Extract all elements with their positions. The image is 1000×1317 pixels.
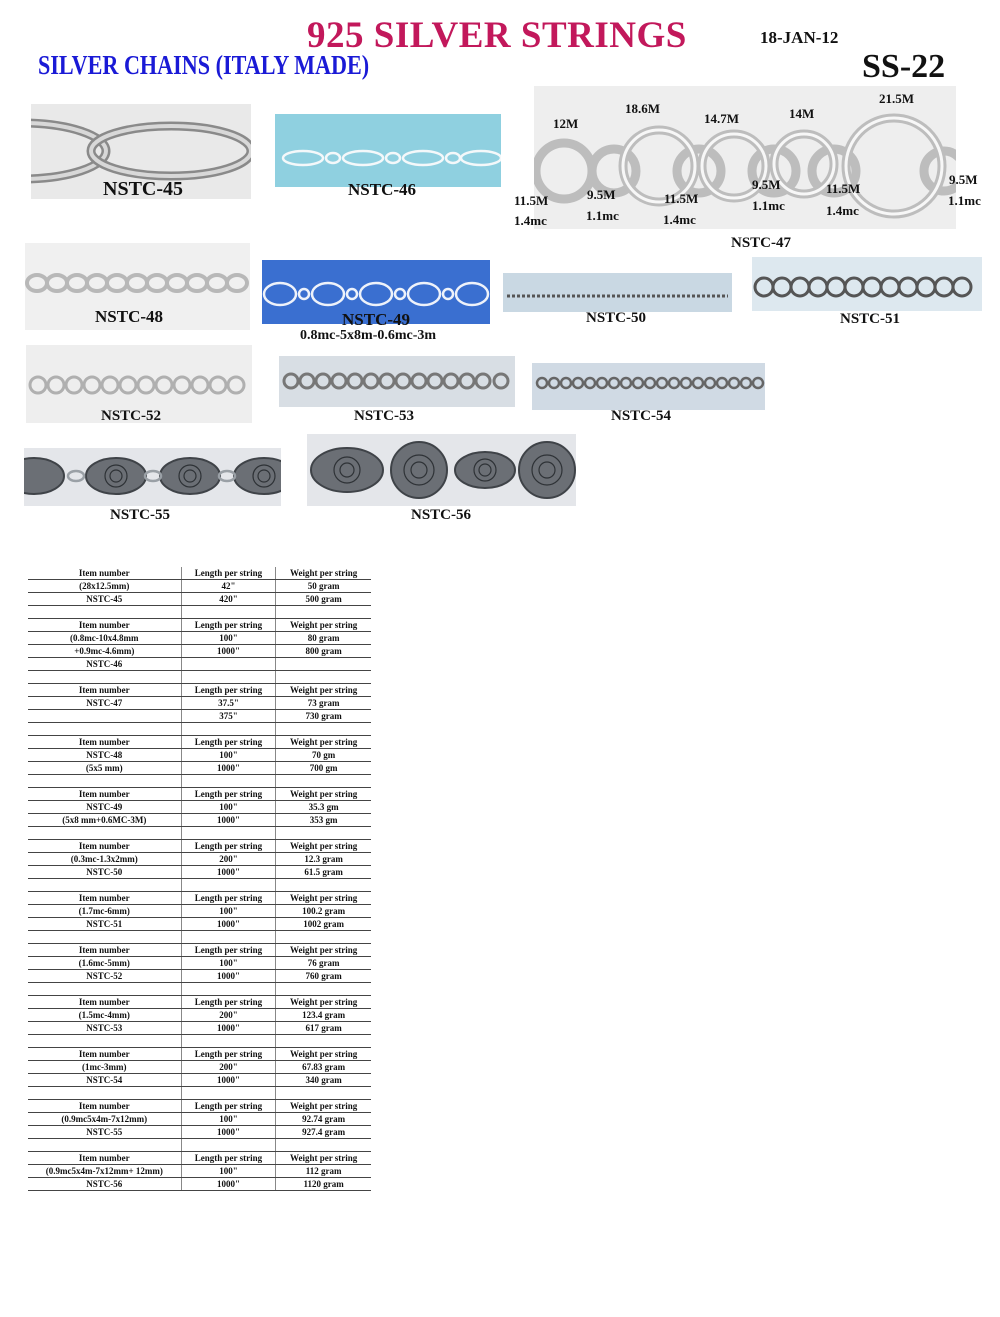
table-cell: 80 gram: [276, 632, 371, 645]
table-cell: [181, 827, 276, 840]
table-row: [28, 632, 371, 645]
table-cell: 1000": [181, 1178, 276, 1191]
table-cell: 1000": [181, 866, 276, 879]
chain-photo-nstc-56: [307, 434, 576, 506]
table-cell: [276, 723, 371, 736]
table-cell: 35.3 gm: [276, 801, 371, 814]
table-cell: (5x8 mm+0.6MC-3M): [28, 814, 181, 827]
table-cell: 1000": [181, 1074, 276, 1087]
table-cell: Length per string: [181, 567, 276, 580]
table-cell: 500 gram: [276, 593, 371, 606]
table-cell: [28, 775, 181, 788]
table-cell: [276, 827, 371, 840]
table-cell: [276, 775, 371, 788]
chain-image: [503, 273, 732, 312]
table-cell: 42": [181, 580, 276, 593]
caption-nstc-49: NSTC-49: [342, 310, 411, 329]
table-cell: [28, 723, 181, 736]
caption-nstc-45: NSTC-45: [103, 178, 184, 200]
table-row: [28, 1087, 371, 1100]
table-cell: NSTC-46: [28, 658, 181, 671]
table-row: [28, 1009, 371, 1022]
spec-nstc-49: 0.8mc-5x8m-0.6mc-3m: [300, 328, 437, 343]
measurement-label: 11.5M: [664, 191, 699, 206]
table-cell: [181, 1139, 276, 1152]
table-cell: 12.3 gram: [276, 853, 371, 866]
table-row: [28, 1165, 371, 1178]
table-cell: [28, 606, 181, 619]
table-cell: [276, 1035, 371, 1048]
table-cell: 760 gram: [276, 970, 371, 983]
measurement-label: 11.5M: [514, 193, 549, 208]
table-cell: Length per string: [181, 684, 276, 697]
table-row: [28, 840, 371, 853]
table-row: [28, 723, 371, 736]
table-cell: 100": [181, 749, 276, 762]
table-cell: Item number: [28, 944, 181, 957]
table-row: [28, 1035, 371, 1048]
table-row: [28, 736, 371, 749]
measurement-label: 1.1mc: [752, 198, 785, 213]
table-cell: [276, 1087, 371, 1100]
table-cell: Item number: [28, 996, 181, 1009]
table-cell: Item number: [28, 736, 181, 749]
table-cell: [276, 983, 371, 996]
table-cell: [276, 658, 371, 671]
table-cell: +0.9mc-4.6mm): [28, 645, 181, 658]
table-cell: [181, 931, 276, 944]
table-cell: [276, 931, 371, 944]
table-cell: 61.5 gram: [276, 866, 371, 879]
table-cell: 200": [181, 1009, 276, 1022]
table-cell: Weight per string: [276, 996, 371, 1009]
table-cell: Item number: [28, 567, 181, 580]
table-cell: Length per string: [181, 619, 276, 632]
table-row: [28, 658, 371, 671]
table-cell: Weight per string: [276, 1100, 371, 1113]
caption-nstc-56: NSTC-56: [411, 507, 472, 523]
table-cell: [28, 879, 181, 892]
table-cell: 1000": [181, 762, 276, 775]
table-cell: Weight per string: [276, 892, 371, 905]
measurement-label: 1.4mc: [826, 203, 859, 218]
caption-nstc-55: NSTC-55: [110, 507, 171, 523]
table-cell: 76 gram: [276, 957, 371, 970]
table-cell: Length per string: [181, 892, 276, 905]
table-row: [28, 697, 371, 710]
table-row: [28, 1061, 371, 1074]
table-cell: NSTC-48: [28, 749, 181, 762]
table-cell: Weight per string: [276, 840, 371, 853]
table-cell: 353 gm: [276, 814, 371, 827]
table-row: [28, 892, 371, 905]
table-cell: [181, 879, 276, 892]
table-cell: Item number: [28, 1152, 181, 1165]
chain-image: [307, 434, 576, 506]
table-cell: (0.8mc-10x4.8mm: [28, 632, 181, 645]
table-cell: [28, 1087, 181, 1100]
measurement-label: 1.1mc: [586, 208, 619, 223]
table-row: [28, 645, 371, 658]
table-row: [28, 957, 371, 970]
caption-nstc-50: NSTC-50: [586, 310, 647, 324]
table-cell: [276, 1139, 371, 1152]
table-cell: 1120 gram: [276, 1178, 371, 1191]
table-row: [28, 619, 371, 632]
table-row: [28, 879, 371, 892]
table-cell: Weight per string: [276, 1048, 371, 1061]
table-row: [28, 775, 371, 788]
table-cell: 800 gram: [276, 645, 371, 658]
table-row: [28, 1152, 371, 1165]
measurement-label: 11.5M: [826, 181, 861, 196]
date-label: 18-JAN-12: [760, 28, 839, 47]
table-cell: Item number: [28, 619, 181, 632]
table-cell: NSTC-53: [28, 1022, 181, 1035]
table-cell: Item number: [28, 1048, 181, 1061]
table-cell: Weight per string: [276, 944, 371, 957]
table-cell: Item number: [28, 1100, 181, 1113]
table-cell: (28x12.5mm): [28, 580, 181, 593]
table-cell: Item number: [28, 892, 181, 905]
table-cell: 1000": [181, 1022, 276, 1035]
table-cell: 70 gm: [276, 749, 371, 762]
measurement-label: 14.7M: [704, 111, 740, 126]
measurement-label: 1.4mc: [663, 212, 696, 227]
caption-nstc-53: NSTC-53: [354, 408, 415, 424]
table-cell: [28, 1139, 181, 1152]
measurement-label: 18.6M: [625, 101, 661, 116]
table-cell: NSTC-54: [28, 1074, 181, 1087]
table-cell: 730 gram: [276, 710, 371, 723]
chain-image: [532, 363, 765, 410]
chain-photo-nstc-55: [24, 448, 281, 506]
table-cell: (0.3mc-1.3x2mm): [28, 853, 181, 866]
table-cell: NSTC-56: [28, 1178, 181, 1191]
table-row: [28, 684, 371, 697]
table-cell: 100": [181, 1165, 276, 1178]
table-cell: 1002 gram: [276, 918, 371, 931]
table-cell: (0.9mc5x4m-7x12mm): [28, 1113, 181, 1126]
caption-nstc-47: NSTC-47: [731, 235, 792, 251]
table-cell: 1000": [181, 645, 276, 658]
table-row: [28, 606, 371, 619]
table-cell: [181, 1087, 276, 1100]
table-cell: [276, 671, 371, 684]
table-cell: [276, 606, 371, 619]
table-cell: (5x5 mm): [28, 762, 181, 775]
measurement-label: 9.5M: [949, 172, 978, 187]
table-row: [28, 866, 371, 879]
table-row: [28, 853, 371, 866]
table-cell: 73 gram: [276, 697, 371, 710]
table-cell: Weight per string: [276, 684, 371, 697]
table-cell: 700 gm: [276, 762, 371, 775]
table-cell: 92.74 gram: [276, 1113, 371, 1126]
measurement-label: 9.5M: [752, 177, 781, 192]
table-cell: Length per string: [181, 996, 276, 1009]
table-row: [28, 1048, 371, 1061]
caption-nstc-48: NSTC-48: [95, 307, 164, 326]
page-subtitle: SILVER CHAINS (ITALY MADE): [38, 50, 370, 80]
table-cell: Weight per string: [276, 567, 371, 580]
table-cell: Length per string: [181, 944, 276, 957]
table-cell: 375": [181, 710, 276, 723]
table-cell: 1000": [181, 814, 276, 827]
table-cell: [28, 827, 181, 840]
table-cell: (0.9mc5x4m-7x12mm+ 12mm): [28, 1165, 181, 1178]
measurement-label: 21.5M: [879, 91, 915, 106]
table-cell: Weight per string: [276, 788, 371, 801]
table-cell: Length per string: [181, 1100, 276, 1113]
table-cell: Length per string: [181, 788, 276, 801]
chain-photo-nstc-54: [532, 363, 765, 410]
chain-photo-nstc-51: [752, 257, 982, 311]
table-cell: [28, 710, 181, 723]
table-row: [28, 671, 371, 684]
table-cell: Weight per string: [276, 619, 371, 632]
table-cell: NSTC-49: [28, 801, 181, 814]
table-cell: 200": [181, 1061, 276, 1074]
table-cell: Item number: [28, 684, 181, 697]
spec-table-body: [28, 567, 371, 1191]
table-row: [28, 593, 371, 606]
table-cell: [276, 879, 371, 892]
table-cell: [28, 983, 181, 996]
table-row: [28, 827, 371, 840]
table-cell: NSTC-50: [28, 866, 181, 879]
table-row: [28, 931, 371, 944]
table-row: [28, 567, 371, 580]
table-row: [28, 788, 371, 801]
table-row: [28, 905, 371, 918]
chain-image: [275, 114, 501, 187]
table-cell: 112 gram: [276, 1165, 371, 1178]
table-cell: (1.6mc-5mm): [28, 957, 181, 970]
table-cell: 1000": [181, 1126, 276, 1139]
table-row: [28, 944, 371, 957]
table-cell: (1.7mc-6mm): [28, 905, 181, 918]
table-cell: 617 gram: [276, 1022, 371, 1035]
table-cell: 100": [181, 957, 276, 970]
table-cell: 100.2 gram: [276, 905, 371, 918]
table-row: [28, 1022, 371, 1035]
table-cell: 1000": [181, 918, 276, 931]
table-row: [28, 762, 371, 775]
measurement-label: 1.1mc: [948, 193, 981, 208]
chain-photo-nstc-46: [275, 114, 501, 187]
table-row: [28, 580, 371, 593]
measurement-label: 14M: [789, 106, 815, 121]
table-cell: [28, 931, 181, 944]
page-code: SS-22: [862, 48, 946, 85]
table-cell: [181, 775, 276, 788]
table-cell: [181, 658, 276, 671]
table-row: [28, 918, 371, 931]
caption-nstc-46: NSTC-46: [348, 180, 417, 199]
caption-nstc-54: NSTC-54: [611, 408, 672, 424]
table-cell: 200": [181, 853, 276, 866]
table-cell: NSTC-47: [28, 697, 181, 710]
chain-image: [279, 356, 515, 407]
table-cell: 100": [181, 905, 276, 918]
table-row: [28, 970, 371, 983]
chain-image: [24, 448, 281, 506]
table-cell: Weight per string: [276, 1152, 371, 1165]
table-cell: 50 gram: [276, 580, 371, 593]
table-row: [28, 1100, 371, 1113]
page-title: 925 SILVER STRINGS: [307, 15, 687, 56]
table-cell: 1000": [181, 970, 276, 983]
table-cell: [181, 983, 276, 996]
table-cell: NSTC-45: [28, 593, 181, 606]
spec-table: [28, 567, 371, 1191]
table-cell: (1mc-3mm): [28, 1061, 181, 1074]
table-cell: NSTC-51: [28, 918, 181, 931]
table-cell: Length per string: [181, 736, 276, 749]
table-row: [28, 801, 371, 814]
chain-photo-nstc-50: [503, 273, 732, 312]
table-cell: [28, 1035, 181, 1048]
table-row: [28, 749, 371, 762]
table-cell: [181, 1035, 276, 1048]
table-cell: (1.5mc-4mm): [28, 1009, 181, 1022]
table-row: [28, 983, 371, 996]
table-row: [28, 1074, 371, 1087]
table-cell: NSTC-55: [28, 1126, 181, 1139]
table-cell: 123.4 gram: [276, 1009, 371, 1022]
table-cell: 100": [181, 801, 276, 814]
table-cell: Length per string: [181, 840, 276, 853]
table-cell: 420": [181, 593, 276, 606]
table-row: [28, 1178, 371, 1191]
table-cell: 67.83 gram: [276, 1061, 371, 1074]
table-cell: Length per string: [181, 1152, 276, 1165]
table-row: [28, 710, 371, 723]
table-cell: 37.5": [181, 697, 276, 710]
table-row: [28, 1126, 371, 1139]
table-row: [28, 1113, 371, 1126]
table-cell: [181, 723, 276, 736]
table-cell: 340 gram: [276, 1074, 371, 1087]
measurement-label: 1.4mc: [514, 213, 547, 228]
table-cell: Length per string: [181, 1048, 276, 1061]
caption-nstc-51: NSTC-51: [840, 311, 901, 327]
measurement-label: 9.5M: [587, 187, 616, 202]
table-cell: [181, 606, 276, 619]
caption-nstc-52: NSTC-52: [101, 408, 162, 424]
table-row: [28, 814, 371, 827]
table-row: [28, 996, 371, 1009]
measurement-label: 12M: [553, 116, 579, 131]
table-cell: NSTC-52: [28, 970, 181, 983]
table-cell: [181, 671, 276, 684]
table-cell: 100": [181, 1113, 276, 1126]
table-cell: 927.4 gram: [276, 1126, 371, 1139]
table-cell: 100": [181, 632, 276, 645]
chain-photo-nstc-53: [279, 356, 515, 407]
table-cell: [28, 671, 181, 684]
table-cell: Item number: [28, 840, 181, 853]
table-cell: Weight per string: [276, 736, 371, 749]
table-cell: Item number: [28, 788, 181, 801]
chain-image: [752, 257, 982, 311]
table-row: [28, 1139, 371, 1152]
